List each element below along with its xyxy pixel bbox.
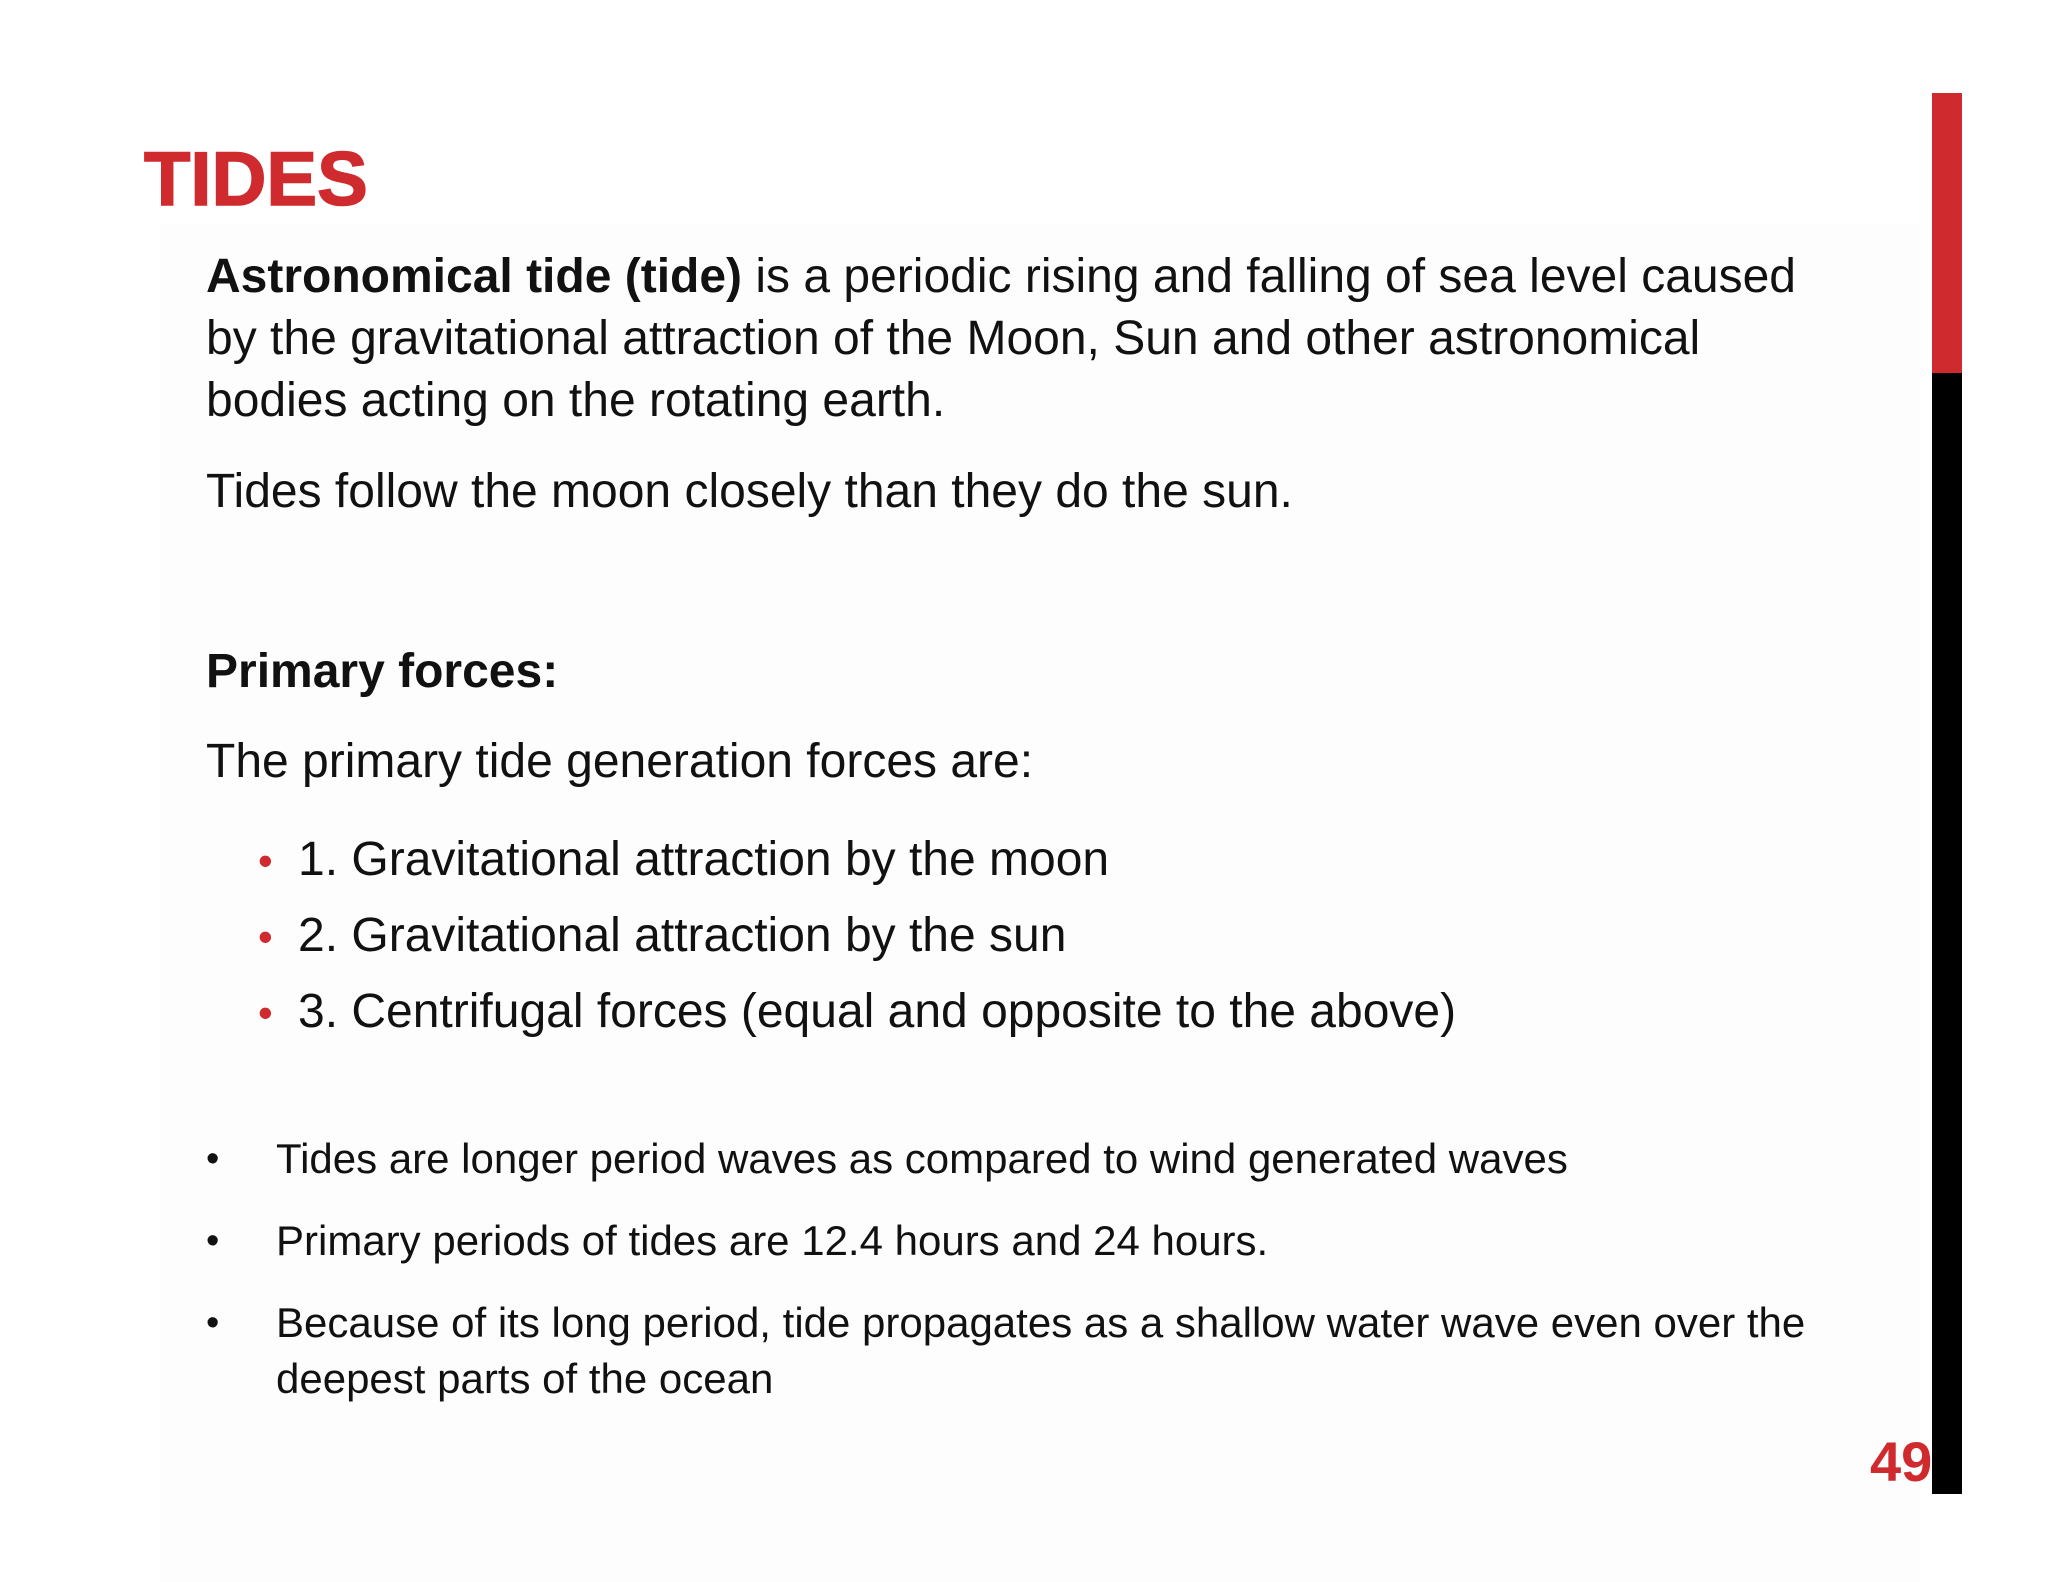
force-item-text: 3. Centrifugal forces (equal and opposite to the above) (298, 985, 1457, 1038)
note-item-text: Primary periods of tides are 12.4 hours and 24 hours. (276, 1217, 1269, 1264)
list-item (206, 1213, 1826, 1269)
primary-forces-intro: The primary tide generation forces are: (206, 735, 1034, 788)
note-item-text: Because of its long period, tide propagates as a shallow water wave even over the deepest parts of the ocean (276, 1299, 1806, 1402)
list-item (258, 974, 1456, 1050)
bullet-icon: • (206, 1138, 220, 1180)
red-bullet-icon: • (258, 837, 273, 884)
bullet-icon: • (206, 1220, 220, 1262)
list-item (206, 1131, 1826, 1187)
force-item-text: 2. Gravitational attraction by the sun (298, 909, 1067, 962)
definition-paragraph (206, 246, 1846, 432)
force-item-text: 1. Gravitational attraction by the moon (298, 833, 1110, 886)
red-bullet-icon: • (258, 913, 273, 960)
definition-term: Astronomical tide (tide) (206, 250, 743, 303)
red-bullet-icon: • (258, 989, 273, 1036)
list-item (258, 898, 1456, 974)
moon-sentence: Tides follow the moon closely than they do the sun. (206, 465, 1293, 518)
accent-bar-red (1932, 93, 1962, 373)
note-list (206, 1131, 1826, 1433)
primary-forces-heading: Primary forces: (206, 645, 559, 698)
definition-text: is a periodic rising and falling of sea level caused by the gravitational attraction of the Moon, Sun and other astronomical bodies acting on the rotating earth. (206, 250, 1796, 427)
page-number: 49 (1870, 1430, 1933, 1493)
accent-bar-black (1932, 373, 1962, 1494)
list-item (206, 1295, 1826, 1407)
bullet-icon: • (206, 1302, 220, 1344)
list-item (258, 822, 1456, 898)
note-item-text: Tides are longer period waves as compared to wind generated waves (276, 1135, 1568, 1182)
force-list (258, 822, 1456, 1050)
slide-title: TIDES (144, 137, 368, 222)
